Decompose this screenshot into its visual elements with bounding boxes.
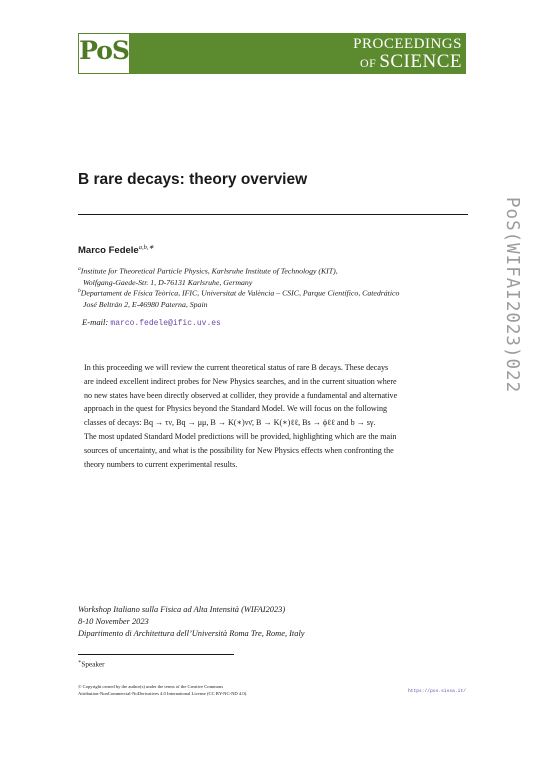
email-line xyxy=(82,317,221,328)
conference-name: Workshop Italiano sulla Fisica ad Alta Intensità (WIFAI2023) xyxy=(78,605,286,614)
copyright-line: © Copyright owned by the author(s) under the terms of the Creative Commons xyxy=(78,684,224,689)
abstract-line: no new states have been directly observed at collider, they provide a fundamental and alternative xyxy=(84,390,398,400)
title-rule xyxy=(78,214,468,215)
footnote xyxy=(78,659,105,668)
abstract-line: are indeed excellent indirect probes for New Physics searches, and in the current situation where xyxy=(84,376,397,386)
footnote-rule xyxy=(78,654,234,655)
affiliation-b xyxy=(78,286,478,310)
abstract xyxy=(84,361,462,471)
author-marks: a,b,∗ xyxy=(138,244,154,251)
abstract-line: theory numbers to current experimental results. xyxy=(84,459,238,469)
affiliation-line: José Beltrán 2, E-46980 Paterna, Spain xyxy=(83,299,208,309)
side-identifier-text: PoS(WIFAI2023)022 xyxy=(502,197,522,394)
abstract-line: approach in the quest for Physics beyond the Standard Model. We will focus on the following xyxy=(84,404,388,414)
copyright-line: Attribution-NonCommercial-NoDerivatives 4.0 International License (CC BY-NC-ND 4.0). xyxy=(78,690,248,696)
email-label: E-mail: xyxy=(82,317,109,327)
email-link[interactable]: marco.fedele@ific.uv.es xyxy=(110,319,221,328)
affiliation-line: Wolfgang-Gaede-Str. 1, D-76131 Karlsruhe, Germany xyxy=(83,277,253,287)
pos-url-link[interactable]: https://pos.sissa.it/ xyxy=(408,689,466,694)
side-identifier xyxy=(498,197,528,497)
affiliation-line: Departament de Física Teòrica, IFIC, Universitat de València – CSIC, Parque Científico, Catedrático xyxy=(80,288,400,298)
conference-dates: 8-10 November 2023 xyxy=(78,617,149,627)
abstract-line: The most updated Standard Model predictions will be provided, highlighting which are the main xyxy=(84,431,397,441)
abstract-line: classes of decays: Bq → τν, Bq → μμ, B → K(∗)νν̄, B → K(∗)ℓℓ, Bs → ϕℓℓ and b → sγ. xyxy=(84,418,376,428)
affiliation-mark: b xyxy=(78,288,81,294)
affiliation-a xyxy=(78,264,478,288)
footnote-mark: ∗ xyxy=(78,660,82,665)
footnote-text: Speaker xyxy=(81,660,105,669)
publisher-name-top: PROCEEDINGS xyxy=(353,36,462,52)
abstract-line: In this proceeding we will review the current theoretical status of rare B decays. These decays xyxy=(84,363,389,372)
pos-logo-text: PoS xyxy=(79,36,129,65)
conference-venue: Dipartimento di Architettura dell’Università Roma Tre, Rome, Italy xyxy=(78,629,305,639)
pos-logo xyxy=(78,33,130,74)
conference-info xyxy=(78,604,304,641)
abstract-line: sources of uncertainty, and what is the possibility for New Physics effects when confronting the xyxy=(84,445,394,455)
paper-title: B rare decays: theory overview xyxy=(78,171,308,188)
publisher-science: SCIENCE xyxy=(379,51,462,72)
author xyxy=(78,243,154,256)
affiliation-line: Institute for Theoretical Particle Physics, Karlsruhe Institute of Technology (KIT), xyxy=(80,266,338,276)
affiliation-mark: a xyxy=(78,266,81,272)
publisher-of: OF xyxy=(359,56,377,70)
copyright-notice xyxy=(78,684,247,698)
author-name: Marco Fedele xyxy=(78,245,139,257)
publisher-name-bottom xyxy=(360,51,462,73)
